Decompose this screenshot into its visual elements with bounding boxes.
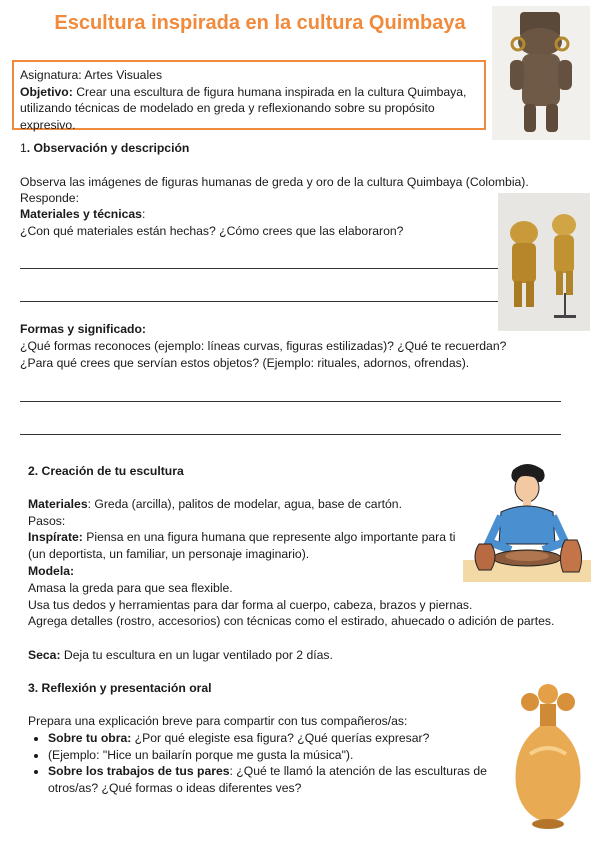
- materials-heading-text: Materiales y técnicas: [20, 207, 142, 221]
- seca-text: Deja tu escultura en un lugar ventilado por 2 días.: [60, 648, 333, 662]
- pasos-label: Pasos:: [28, 514, 66, 528]
- section2-materials-label: Materiales: [28, 497, 88, 511]
- objective-label: Objetivo:: [20, 84, 73, 99]
- section3-bullets: [10, 730, 500, 796]
- gold-figures-image: [498, 193, 590, 331]
- modela-step-1: Amasa la greda para que sea flexible.: [28, 581, 233, 595]
- section1-title: . Observación y descripción: [26, 141, 190, 155]
- section3-heading-text: 3. Reflexión y presentación oral: [28, 681, 212, 695]
- section2-heading: [28, 463, 184, 480]
- materials-colon: :: [141, 207, 146, 221]
- answer-line[interactable]: [20, 301, 498, 302]
- list-item: [48, 730, 500, 747]
- answer-line[interactable]: [20, 401, 561, 402]
- section2-materials-text: : Greda (arcilla), palitos de modelar, agua, base de cartón.: [87, 497, 402, 511]
- b3-label: Sobre los trabajos de tus pares: [48, 764, 230, 779]
- seca-label: Seca:: [28, 648, 61, 662]
- answer-line[interactable]: [20, 434, 561, 435]
- objective-text: Crear una escultura de figura humana inspirada en la cultura Quimbaya, utilizando técnicas de modelado en greda y reflexionando sobre su propósito expresivo.: [20, 84, 467, 132]
- forms-question-2: ¿Para qué crees que servían estos objetos? (Ejemplo: rituales, adornos, ofrendas).: [20, 356, 470, 370]
- list-item: [48, 747, 500, 764]
- inspirate-line: [28, 529, 488, 546]
- forms-heading-text: Formas y significado:: [20, 322, 146, 336]
- section2-materials: [28, 496, 488, 513]
- objective-box: [12, 60, 486, 130]
- modela-label: [28, 563, 74, 580]
- seca-line: [28, 647, 568, 664]
- list-item: [48, 763, 500, 796]
- clay-figure-image: [492, 6, 590, 140]
- section2-heading-text: 2. Creación de tu escultura: [28, 464, 184, 478]
- subject-line: Asignatura: Artes Visuales: [20, 68, 163, 82]
- materials-heading: [20, 206, 145, 223]
- materials-question: ¿Con qué materiales están hechas? ¿Cómo crees que las elaboraron?: [20, 224, 404, 238]
- inspirate-label: Inspírate:: [28, 530, 83, 544]
- gold-poporo-image: [506, 676, 590, 832]
- inspirate-text: Piensa en una figura humana que represente algo importante para ti: [82, 530, 456, 544]
- poporo-illustration: [506, 676, 590, 832]
- forms-question-1: ¿Qué formas reconoces (ejemplo: líneas curvas, figuras estilizadas)? ¿Qué te recuerdan?: [20, 339, 507, 353]
- section1-intro: Observa las imágenes de figuras humanas de greda y oro de la cultura Quimbaya (Colombia).: [20, 175, 529, 189]
- b2-text: (Ejemplo: "Hice un bailarín porque me gusta la música").: [48, 747, 354, 762]
- modela-label-text: Modela:: [28, 564, 75, 578]
- page-title: Escultura inspirada en la cultura Quimbaya: [54, 12, 466, 34]
- clay-figure-illustration: [492, 6, 590, 140]
- b1-label: Sobre tu obra:: [48, 731, 132, 745]
- potter-illustration: [463, 460, 591, 584]
- modela-step-2: Usa tus dedos y herramientas para dar forma al cuerpo, cabeza, brazos y piernas.: [28, 598, 473, 612]
- section1-number: 1: [20, 141, 27, 155]
- inspirate-line-2: (un deportista, un familiar, un personaje imaginario).: [28, 547, 310, 561]
- forms-heading: [20, 321, 146, 338]
- section3-heading: [28, 680, 212, 697]
- section1-heading: [20, 140, 490, 157]
- potter-drawing: [463, 460, 591, 584]
- modela-step-3: Agrega detalles (rostro, accesorios) con técnicas como el estirado, ahuecado o adición de partes.: [28, 614, 555, 628]
- reflection-list: [10, 730, 500, 796]
- section3-intro: Prepara una explicación breve para compartir con tus compañeros/as:: [28, 714, 408, 728]
- b1-text: ¿Por qué elegiste esa figura? ¿Qué querías expresar?: [131, 731, 430, 745]
- gold-figures-illustration: [498, 193, 590, 331]
- answer-line[interactable]: [20, 268, 498, 269]
- responde-label: Responde:: [20, 191, 79, 205]
- objective-line: [20, 84, 478, 134]
- b3-text: : ¿Qué te llamó la atención de las esculturas de otros/as? ¿Qué formas o ideas diferentes ves?: [48, 764, 487, 795]
